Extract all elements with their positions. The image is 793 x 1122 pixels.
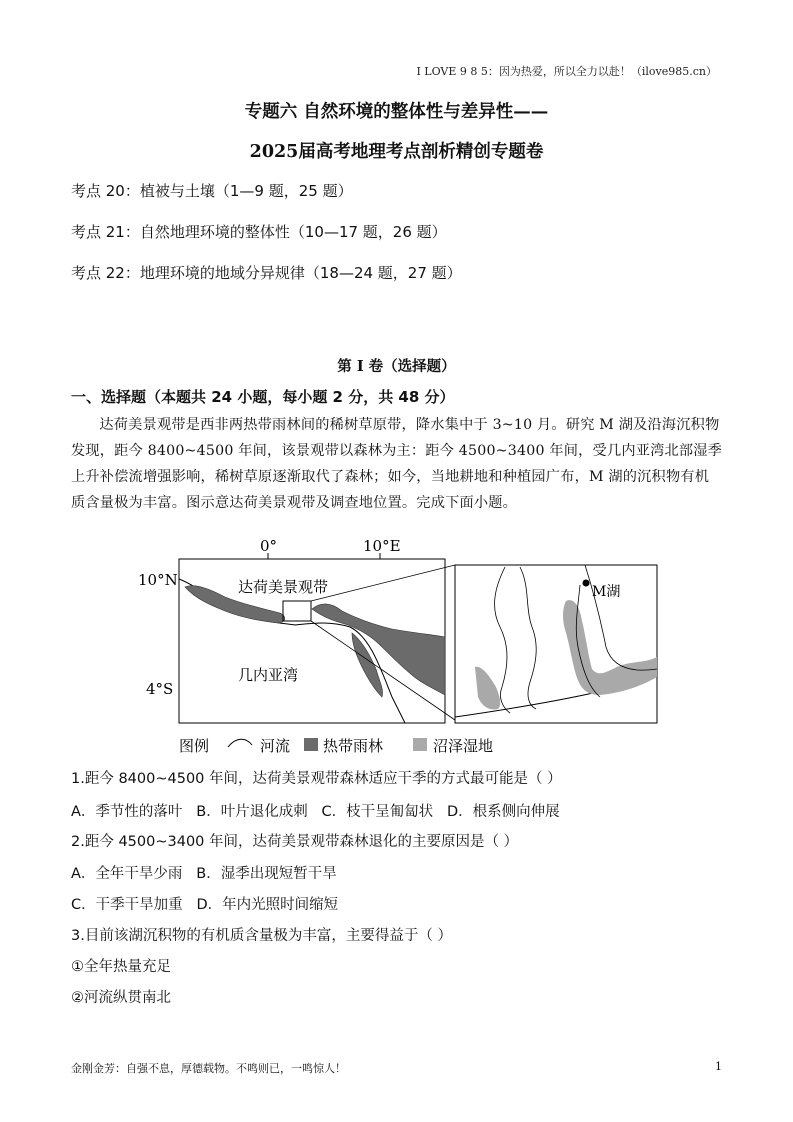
m-lake-marker <box>583 580 590 587</box>
lake-label: M湖 <box>592 584 621 600</box>
lon-label-10e: 10°E <box>363 537 401 555</box>
question-1-options <box>71 800 560 821</box>
legend-title: 图例 <box>179 737 210 755</box>
page-title-line2: 2025届高考地理考点剖析精创专题卷 <box>249 142 544 162</box>
legend-forest: 热带雨林 <box>323 737 384 755</box>
lat-label-4s: 4°S <box>146 680 174 698</box>
q3-item-1: ①全年热量充足 <box>71 959 171 975</box>
question-1-stem: 1.距今 8400~4500 年间，达荷美景观带森林适应干季的方式最可能是（ ） <box>71 771 562 787</box>
question-3-stem: 3.目前该湖沉积物的有机质含量极为丰富，主要得益于（ ） <box>71 928 452 944</box>
legend-river-icon <box>228 739 252 747</box>
map-figure <box>130 537 621 766</box>
lat-label-10n: 10°N <box>138 571 178 589</box>
page-number: 1 <box>715 1060 722 1073</box>
gulf-label: 几内亚湾 <box>238 666 299 684</box>
legend-forest-icon <box>304 738 318 751</box>
q1-option-a: A．季节性的落叶 <box>71 804 183 820</box>
question-2-options-row1 <box>71 862 337 883</box>
kaodian-20: 考点 20：植被与土壤（1—9 题，25 题） <box>71 182 353 200</box>
band-label: 达荷美景观带 <box>238 578 329 596</box>
section-title: 第 I 卷（选择题） <box>337 358 456 375</box>
page-title-line1: 专题六 自然环境的整体性与差异性—— <box>244 102 549 122</box>
q2-option-b: B．湿季出现短暂干旱 <box>196 866 337 882</box>
q2-option-c: C．干季干旱加重 <box>71 897 183 913</box>
legend-swamp: 沼泽湿地 <box>433 737 494 755</box>
kaodian-22: 考点 22：地理环境的地域分异规律（18—24 题，27 题） <box>71 264 462 282</box>
kaodian-21: 考点 21：自然地理环境的整体性（10—17 题，26 题） <box>71 223 447 241</box>
question-2-options-row2 <box>71 893 338 914</box>
q3-item-2: ②河流纵贯南北 <box>71 990 171 1006</box>
part-title: 一、选择题（本题共 24 小题，每小题 2 分，共 48 分） <box>71 388 455 406</box>
question-2-stem: 2.距今 4500~3400 年间，达荷美景观带森林退化的主要原因是（ ） <box>71 834 519 850</box>
q1-option-d: D．根系侧向伸展 <box>446 804 560 820</box>
passage: 达荷美景观带是西非两热带雨林间的稀树草原带，降水集中于 3~10 月。研究 M 湖及沿海沉积物发现，距今 8400~4500 年间，该景观带以森林为主：距今 4500~3400 年间，受几内亚湾北部湿季上升补偿流增强影响，稀树草原逐渐取代了森林；如今，当地耕地和种植园广布，M 湖的沉积物有机质含量极为丰富。图示意达荷美景观带及调查地位置。完成下面小题。 <box>71 417 723 511</box>
footer-motto: 金刚金芳：自强不息，厚德载物。不鸣则已，一鸣惊人！ <box>71 1062 346 1075</box>
q2-option-a: A．全年干旱少雨 <box>71 866 183 882</box>
q2-option-d: D．年内光照时间缩短 <box>196 897 339 913</box>
lon-label-0: 0° <box>260 537 278 555</box>
legend-swamp-icon <box>413 738 427 751</box>
header-note: I LOVE 9 8 5：因为热爱，所以全力以赴！（ilove985.cn） <box>416 65 717 78</box>
legend-river: 河流 <box>260 737 291 755</box>
q1-option-c: C．枝干呈匍匐状 <box>321 804 434 820</box>
q1-option-b: B．叶片退化成刺 <box>196 804 308 820</box>
